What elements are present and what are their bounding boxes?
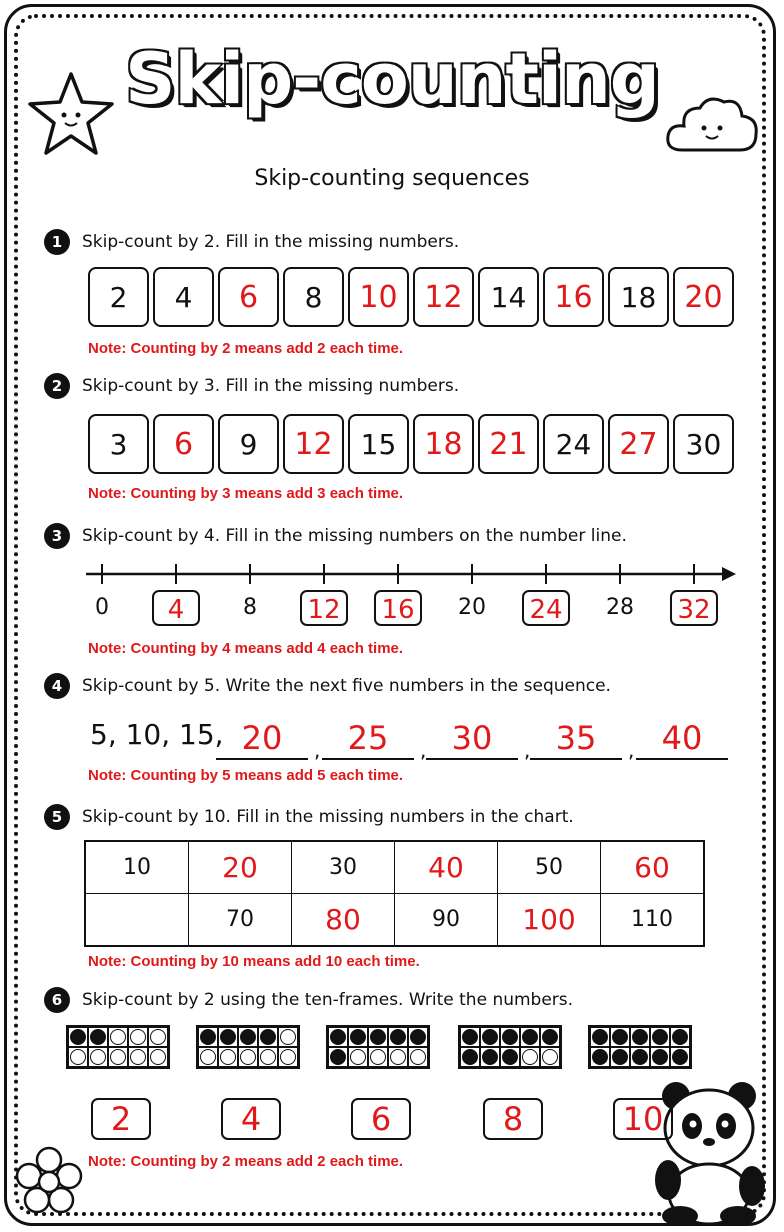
ten-frame-answer: 10 [613,1098,673,1140]
comma: , [524,738,531,762]
number-box: 2 [88,267,149,327]
number-box: 8 [283,267,344,327]
question-number: 3 [44,523,70,549]
question-number: 2 [44,373,70,399]
number-line-label: 28 [606,595,634,620]
empty-counter [150,1049,166,1065]
flower-icon [14,1146,84,1216]
number-box: 27 [608,414,669,474]
number-boxes-q2 [88,414,734,474]
filled-counter [652,1029,668,1045]
empty-counter [542,1049,558,1065]
filled-counter [522,1029,538,1045]
filled-counter [200,1029,216,1045]
filled-counter [672,1029,688,1045]
ten-frame-cell [650,1027,670,1047]
ten-frame [588,1025,692,1069]
ten-frame-answer: 4 [221,1098,281,1140]
filled-counter [612,1029,628,1045]
answer-blank: 35 [530,718,622,760]
ten-frame-cell [540,1027,560,1047]
ten-frame [66,1025,170,1069]
empty-counter [220,1049,236,1065]
chart-cell: 110 [601,894,705,947]
chart-row [85,841,704,894]
ten-frame [196,1025,300,1069]
ten-frame-cell [128,1047,148,1067]
number-box: 20 [673,267,734,327]
note-q5: Note: Counting by 10 means add 10 each time. [88,953,420,970]
filled-counter [592,1029,608,1045]
empty-counter [70,1049,86,1065]
chart-cell [85,894,189,947]
question-number: 4 [44,673,70,699]
ten-frame-cell [630,1027,650,1047]
note-q2: Note: Counting by 3 means add 3 each time. [88,485,404,502]
ten-frame-cell [670,1047,690,1067]
ten-frame-cell [198,1027,218,1047]
ten-frame-cell [500,1027,520,1047]
ten-frame-cell [198,1047,218,1067]
filled-counter [70,1029,86,1045]
number-boxes-q1 [88,267,734,327]
ten-frame-cell [610,1027,630,1047]
empty-counter [410,1049,426,1065]
question-number: 1 [44,229,70,255]
ten-frame-cell [610,1047,630,1067]
ten-frame-cell [238,1047,258,1067]
question-2 [44,373,459,399]
empty-counter [200,1049,216,1065]
answer-blank: 20 [216,718,308,760]
filled-counter [220,1029,236,1045]
ten-frame-cell [368,1027,388,1047]
number-box: 10 [348,267,409,327]
filled-counter [482,1049,498,1065]
ten-frame-cell [388,1047,408,1067]
ten-frame-answer: 2 [91,1098,151,1140]
ten-frame-cell [630,1047,650,1067]
ten-frame-cell [348,1027,368,1047]
filled-counter [502,1049,518,1065]
number-box: 18 [608,267,669,327]
ten-frame-cell [148,1047,168,1067]
number-box: 21 [478,414,539,474]
chart-cell: 90 [395,894,498,947]
question-number: 5 [44,804,70,830]
empty-counter [130,1029,146,1045]
number-line-label: 0 [95,595,109,620]
filled-counter [542,1029,558,1045]
comma: , [420,738,427,762]
chart-row [85,894,704,947]
answer-blank: 30 [426,718,518,760]
number-box: 6 [218,267,279,327]
filled-counter [370,1029,386,1045]
empty-counter [90,1049,106,1065]
filled-counter [390,1029,406,1045]
number-box: 4 [153,267,214,327]
ten-frame-cell [278,1027,298,1047]
ten-frame-cell [540,1047,560,1067]
ten-frame-cell [238,1027,258,1047]
ten-frame-cell [670,1027,690,1047]
question-text: Skip-count by 3. Fill in the missing numbers. [82,376,460,396]
given-sequence: 5, 10, 15, [90,718,224,751]
number-line-label: 32 [670,590,718,626]
number-box: 6 [153,414,214,474]
number-line-label: 12 [300,590,348,626]
chart-cell: 60 [601,841,705,894]
number-box: 24 [543,414,604,474]
question-text: Skip-count by 4. Fill in the missing numbers on the number line. [82,526,627,546]
filled-counter [260,1029,276,1045]
ten-frame-cell [218,1027,238,1047]
ten-frame [458,1025,562,1069]
empty-counter [280,1029,296,1045]
number-line-label: 8 [243,595,257,620]
ten-frame-cell [520,1027,540,1047]
empty-counter [130,1049,146,1065]
filled-counter [502,1029,518,1045]
empty-counter [260,1049,276,1065]
ten-frame-cell [278,1047,298,1067]
page-title: Skip-counting [125,38,659,120]
empty-counter [110,1049,126,1065]
empty-counter [522,1049,538,1065]
ten-frame-cell [520,1047,540,1067]
ten-frame-cell [460,1047,480,1067]
note-q3: Note: Counting by 4 means add 4 each time. [88,640,404,657]
ten-frame [326,1025,430,1069]
ten-frame-answer: 8 [483,1098,543,1140]
ten-frame-cell [500,1047,520,1067]
filled-counter [592,1049,608,1065]
number-line-label: 16 [374,590,422,626]
number-box: 15 [348,414,409,474]
filled-counter [652,1049,668,1065]
number-box: 12 [283,414,344,474]
filled-counter [90,1029,106,1045]
ten-frame-cell [128,1027,148,1047]
ten-frame-cell [108,1047,128,1067]
ten-frame-cell [460,1027,480,1047]
filled-counter [632,1049,648,1065]
empty-counter [390,1049,406,1065]
ten-frame-cell [590,1047,610,1067]
number-box: 12 [413,267,474,327]
filled-counter [482,1029,498,1045]
chart-cell: 40 [395,841,498,894]
page-subtitle: Skip-counting sequences [254,166,530,191]
question-5 [44,804,574,830]
ten-frame-cell [328,1027,348,1047]
ten-frame-cell [218,1047,238,1067]
question-text: Skip-count by 5. Write the next five numbers in the sequence. [82,676,611,696]
ten-frame-cell [88,1047,108,1067]
filled-counter [632,1029,648,1045]
number-box: 30 [673,414,734,474]
question-text: Skip-count by 2 using the ten-frames. Write the numbers. [82,990,574,1010]
ten-frame-cell [108,1027,128,1047]
number-box: 16 [543,267,604,327]
ten-frame-cell [650,1047,670,1067]
number-box: 3 [88,414,149,474]
ten-frame-cell [258,1047,278,1067]
number-box: 18 [413,414,474,474]
filled-counter [350,1029,366,1045]
filled-counter [462,1029,478,1045]
number-line-label: 4 [152,590,200,626]
tens-chart [84,840,705,947]
filled-counter [330,1029,346,1045]
ten-frame-cell [68,1027,88,1047]
ten-frame-cell [480,1027,500,1047]
ten-frame-cell [348,1047,368,1067]
question-3 [44,523,627,549]
ten-frame-answer: 6 [351,1098,411,1140]
ten-frame-cell [388,1027,408,1047]
number-line-label: 24 [522,590,570,626]
chart-cell: 30 [292,841,395,894]
number-box: 9 [218,414,279,474]
number-box: 14 [478,267,539,327]
ten-frame-cell [408,1047,428,1067]
chart-cell: 80 [292,894,395,947]
filled-counter [330,1049,346,1065]
number-line-label: 20 [458,595,486,620]
note-q1: Note: Counting by 2 means add 2 each time. [88,340,404,357]
question-4 [44,673,611,699]
question-6 [44,987,573,1013]
empty-counter [280,1049,296,1065]
empty-counter [240,1049,256,1065]
ten-frame-cell [408,1027,428,1047]
chart-cell: 50 [498,841,601,894]
ten-frame-cell [258,1027,278,1047]
ten-frame-cell [480,1047,500,1067]
question-number: 6 [44,987,70,1013]
filled-counter [410,1029,426,1045]
comma: , [314,738,321,762]
ten-frame-cell [148,1027,168,1047]
ten-frame-cell [590,1027,610,1047]
chart-cell: 20 [189,841,292,894]
question-1 [44,229,459,255]
filled-counter [672,1049,688,1065]
number-line [86,562,740,586]
ten-frame-cell [88,1027,108,1047]
filled-counter [462,1049,478,1065]
question-text: Skip-count by 10. Fill in the missing numbers in the chart. [82,807,574,827]
answer-blank: 25 [322,718,414,760]
comma: , [628,738,635,762]
filled-counter [240,1029,256,1045]
ten-frame-cell [328,1047,348,1067]
chart-cell: 70 [189,894,292,947]
filled-counter [612,1049,628,1065]
empty-counter [110,1029,126,1045]
answer-blank: 40 [636,718,728,760]
note-q4: Note: Counting by 5 means add 5 each time. [88,767,404,784]
ten-frame-cell [368,1047,388,1067]
question-text: Skip-count by 2. Fill in the missing numbers. [82,232,460,252]
chart-cell: 10 [85,841,189,894]
ten-frame-cell [68,1047,88,1067]
chart-cell: 100 [498,894,601,947]
empty-counter [150,1029,166,1045]
note-q6: Note: Counting by 2 means add 2 each time. [88,1153,404,1170]
empty-counter [370,1049,386,1065]
empty-counter [350,1049,366,1065]
